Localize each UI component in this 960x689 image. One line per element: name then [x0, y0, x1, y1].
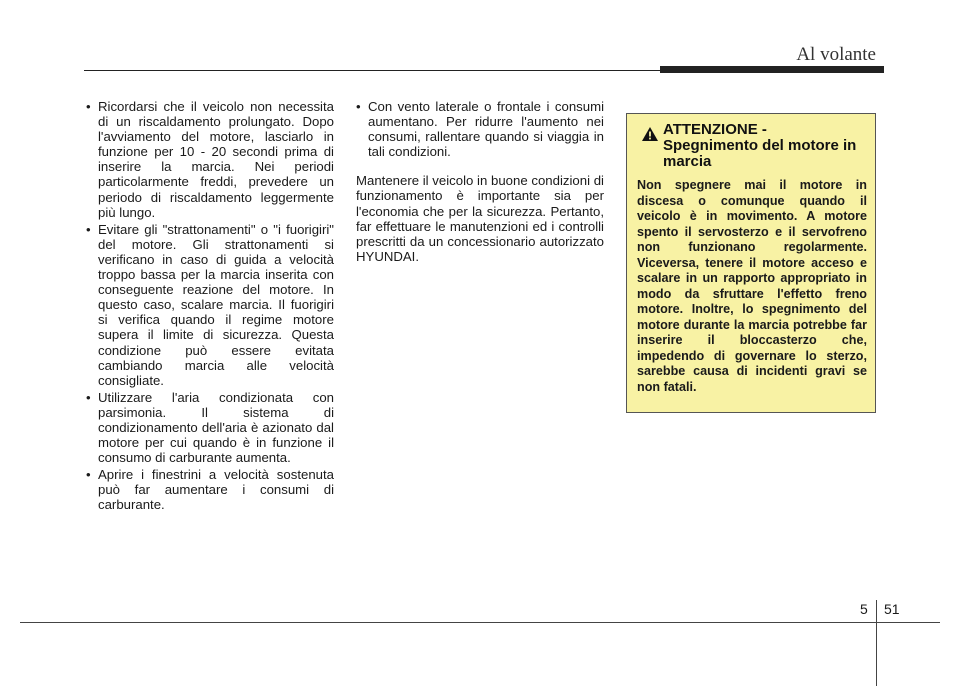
left-bullet-list	[86, 99, 334, 513]
warning-box	[626, 113, 876, 413]
bullet-icon: •	[86, 467, 91, 483]
footer-separator	[876, 600, 877, 686]
footer-rule	[20, 622, 940, 623]
page-header-title: Al volante	[796, 44, 876, 65]
warning-title-line2: Spegnimento del motore in marcia	[663, 137, 857, 170]
list-item: • Aprire i finestrini a velocità sostenuta può far aumentare i consumi di carburante.	[86, 467, 334, 513]
middle-bullet-list	[356, 99, 604, 159]
warning-title-line1: ATTENZIONE -	[663, 121, 767, 138]
maintenance-paragraph: Mantenere il veicolo in buone condizioni di funzionamento è importante sia per l'economia che per la sicurezza. Pertanto, far effettuare le manutenzioni ed i controlli prescritti da un concessionario autorizzato HYUNDAI.	[356, 173, 604, 264]
list-item: • Utilizzare l'aria condizionata con parsimonia. Il sistema di condizionamento dell'aria è azionato dal motore per cui quando è in funzione il consumo di carburante aumenta.	[86, 389, 334, 466]
list-item: • Evitare gli "strattonamenti" o "i fuorigiri" del motore. Gli strattonamenti si verificano in caso di guida a velocità troppo bassa per la marcia inserita con conseguente reazione del motore. In questo caso, scalare marcia. Il fuorigiri si verifica quando il regime motore supera il limite di sicurezza. Questa condizione può essere evitata cambiando marcia alle velocità consigliate.	[86, 221, 334, 388]
warning-triangle-icon	[641, 126, 659, 142]
warning-title	[663, 122, 867, 170]
left-column	[86, 99, 334, 515]
warning-header	[637, 122, 867, 170]
bullet-icon: •	[86, 221, 91, 237]
page-number: 51	[884, 601, 900, 617]
list-item: • Con vento laterale o frontale i consumi aumentano. Per ridurre l'aumento nei consumi, rallentare quando si viaggia in tali condizioni.	[356, 99, 604, 160]
bullet-icon: •	[86, 99, 91, 114]
chapter-number: 5	[860, 601, 868, 617]
list-item: • Ricordarsi che il veicolo non necessita di un riscaldamento prolungato. Dopo l'avviamento del motore, lasciarlo in funzione per 10 - 20 secondi prima di inserire la marcia. Nei periodi particolarmente freddi, prevedere un periodo di riscaldamento leggermente più lungo.	[86, 99, 334, 220]
header-rule-thick	[660, 66, 884, 73]
bullet-icon: •	[86, 389, 91, 405]
middle-column	[356, 99, 604, 264]
warning-body: Non spegnere mai il motore in discesa o comunque quando il veicolo è in movimento. A motore spento il servosterzo e il servofreno non funzionano regolarmente. Viceversa, tenere il motore acceso e scalare in un rapporto appropriato in modo da sfruttare l'effetto freno motore. Inoltre, lo spegnimento del motore durante la marcia potrebbe far inserire il bloccasterzo che, impedendo di governare lo sterzo, sarebbe causa di incidenti gravi se non fatali.	[637, 178, 867, 394]
bullet-icon: •	[356, 99, 361, 114]
